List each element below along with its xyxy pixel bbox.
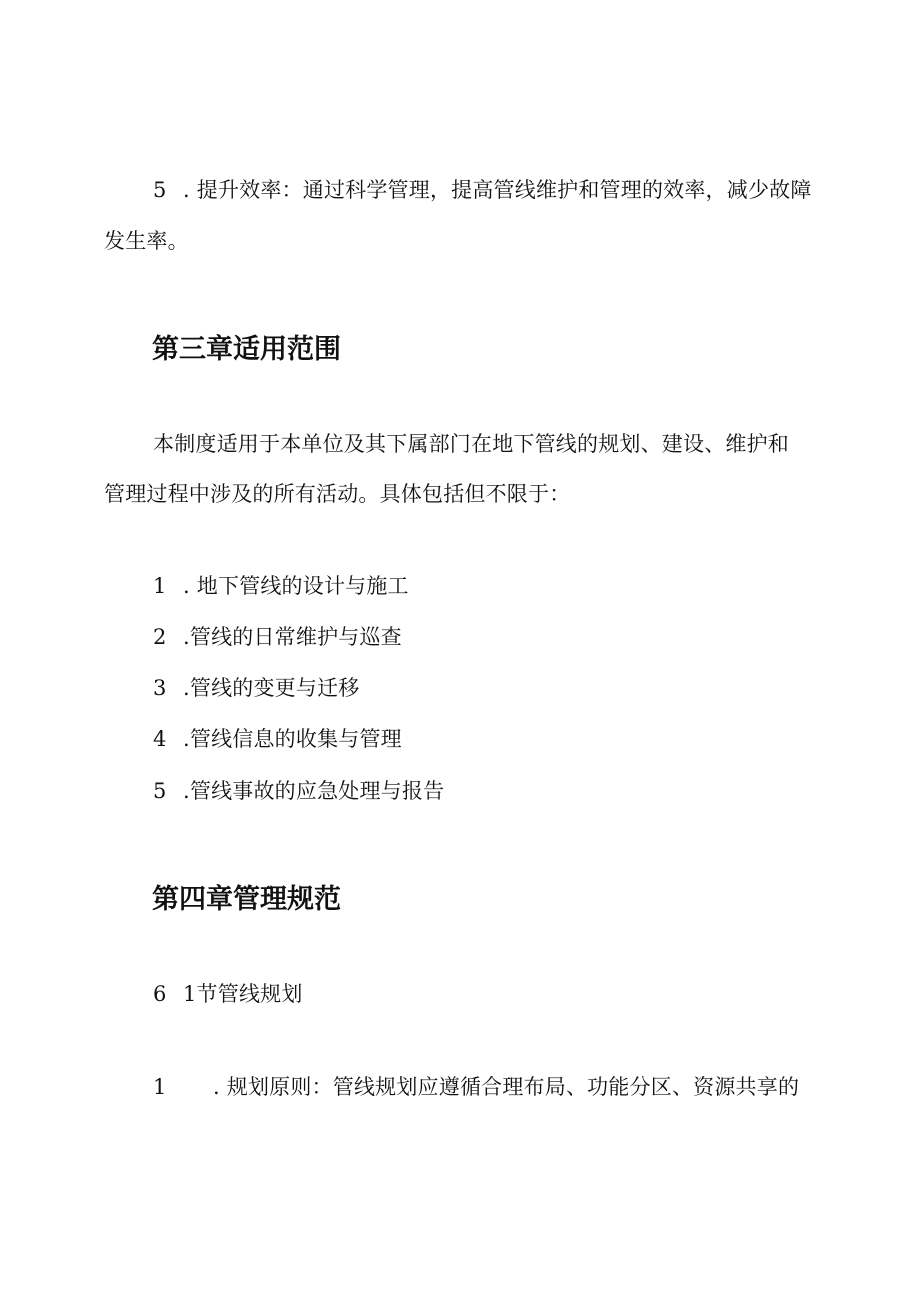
list-text: . 地下管线的设计与施工 xyxy=(183,574,409,598)
list-item xyxy=(153,570,409,602)
list-number: 4 xyxy=(153,727,167,751)
section-number: 6 xyxy=(153,982,167,1006)
intro-item-5-line-1 xyxy=(153,174,812,206)
chapter-3-paragraph-line-1: 本制度适用于本单位及其下属部门在地下管线的规划、建设、维护和 xyxy=(153,432,789,456)
list-number: 5 xyxy=(153,178,167,202)
list-number: 1 xyxy=(153,1075,167,1099)
list-item xyxy=(153,723,402,755)
list-text: . 规划原则：管线规划应遵循合理布局、功能分区、资源共享的 xyxy=(213,1075,800,1099)
list-number: 2 xyxy=(153,625,167,649)
list-number: 3 xyxy=(153,676,167,700)
section-text: 1节管线规划 xyxy=(183,982,303,1006)
list-item xyxy=(153,775,444,807)
list-text: . 提升效率：通过科学管理，提高管线维护和管理的效率，减少故障 xyxy=(183,178,812,202)
chapter-4-section-heading xyxy=(153,978,303,1010)
list-number: 5 xyxy=(153,779,167,803)
list-text: .管线信息的收集与管理 xyxy=(183,727,402,751)
list-text: .管线的日常维护与巡查 xyxy=(183,625,402,649)
chapter-4-title: 第四章管理规范 xyxy=(152,884,341,915)
list-text: .管线事故的应急处理与报告 xyxy=(183,779,445,803)
intro-item-5-line-2: 发生率。 xyxy=(104,229,189,253)
list-text: .管线的变更与迁移 xyxy=(183,676,360,700)
list-number: 1 xyxy=(153,574,167,598)
chapter-3-title: 第三章适用范围 xyxy=(152,334,341,365)
chapter-4-item-1 xyxy=(153,1071,799,1103)
list-item xyxy=(153,621,402,653)
list-item xyxy=(153,672,359,704)
chapter-3-paragraph-line-2: 管理过程中涉及的所有活动。具体包括但不限于： xyxy=(104,482,571,506)
